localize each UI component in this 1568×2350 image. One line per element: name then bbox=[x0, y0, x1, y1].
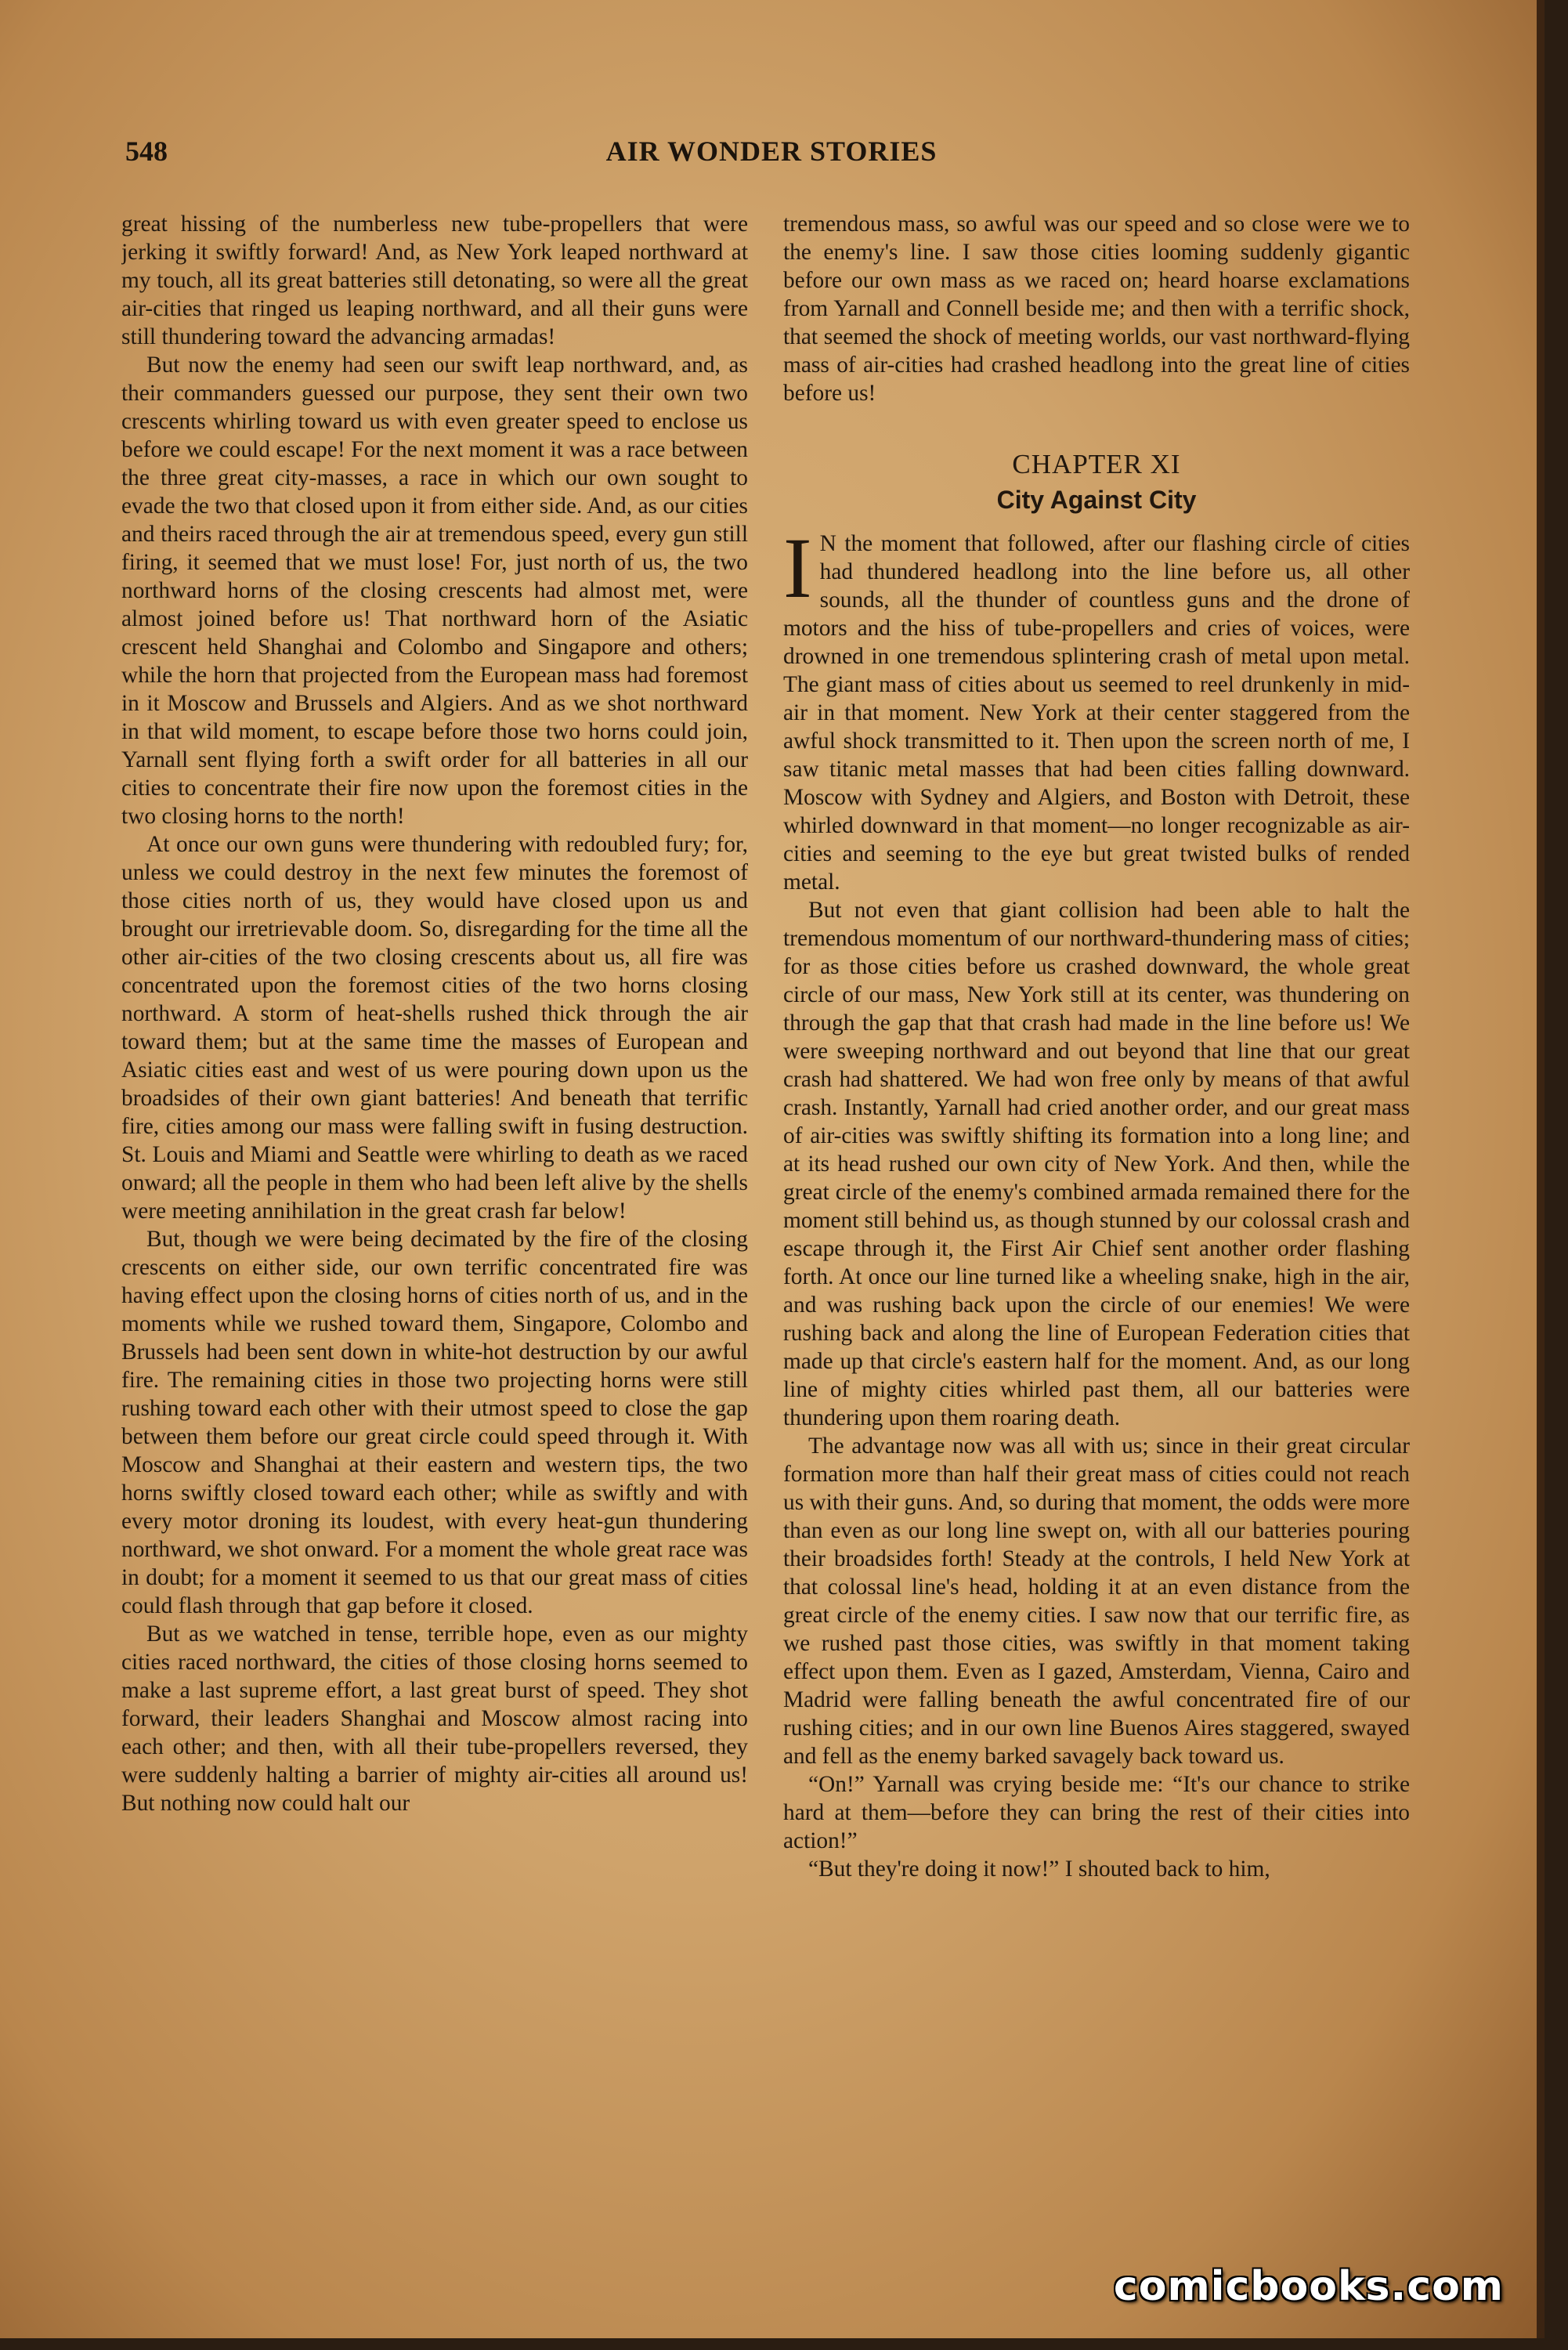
paragraph: “On!” Yarnall was crying beside me: “It's our chance to strike hard at them—before they can bring the rest of their cities into action!” bbox=[783, 1772, 1410, 1853]
chapter-title: City Against City bbox=[996, 486, 1197, 514]
paragraph: “But they're doing it now!” I shouted back to him, bbox=[808, 1856, 1270, 1882]
chapter-number: CHAPTER XI bbox=[1012, 449, 1181, 479]
paragraph: At once our own guns were thundering with redoubled fury; for, unless we could destroy in the next few minutes the foremost of those cities north of us, they would have closed upon us and brought our irretrievable doom. So, disregarding for the time all the other air-cities of the two closing crescents about us, all fire was concentrated upon the foremost cities of the two horns closing northward. A storm of heat-shells rushed thick through the air toward them; but at the same time the masses of European and Asiatic cities east and west of us were pouring down upon us the broadsides of their own giant batteries! And beneath that terrific fire, cities among our mass were falling swift in fusing destruction. St. Louis and Miami and Seattle were whirling to death as we raced onward; all the people in them who had been left alive by the shells were meeting annihilation in the great crash far below! bbox=[121, 832, 748, 1224]
drop-cap: I bbox=[783, 520, 812, 616]
left-column bbox=[121, 210, 748, 2247]
paragraph: great hissing of the numberless new tube-propellers that were jerking it swiftly forward! And, as New York leaped northward at my touch, all its great batteries still detonating, so were all the great air-cities that ringed us leaping northward, and all their guns were still thundering toward the advancing armadas! bbox=[121, 212, 748, 349]
paragraph: tremendous mass, so awful was our speed and so close were we to the enemy's line. I saw those cities looming suddenly gigantic before our own mass as we raced on; heard hoarse exclamations from Yarnall and Connell beside me; and then with a terrific shock, that seemed the shock of meeting worlds, our vast northward-flying mass of air-cities had crashed headlong into the great line of cities before us! bbox=[783, 212, 1410, 406]
paragraph: The advantage now was all with us; since in their great circular formation more than half their great mass of cities could not reach us with their guns. And, so during that moment, the odds were more than even as our long line swept on, with all our batteries pouring their broadsides forth! Steady at the controls, I held New York at that colossal line's head, holding it at an even distance from the great circle of the enemy cities. I saw now that our terrific fire, as we rushed past those cities, was swiftly in that moment taking effect upon them. Even as I gazed, Amsterdam, Vienna, Cairo and Madrid were falling beneath the awful concentrated fire of our rushing cities; and in our own line Buenos Aires staggered, swayed and fell as the enemy barked savagely back toward us. bbox=[783, 1434, 1410, 1769]
paragraph: But, though we were being decimated by the fire of the closing crescents on either side, our own terrific concentrated fire was having effect upon the closing horns of cities north of us, and in the moments while we rushed toward them, Singapore, Colombo and Brussels had been sent down in white-hot destruction by our awful fire. The remaining cities in those two projecting horns were still rushing toward each other with their utmost speed to close the gap between them before our great circle could speed through it. With Moscow and Shanghai at their eastern and western tips, the two horns swiftly closed toward each other; while as swiftly and with every motor droning its loudest, with every heat-gun thundering northward, we shot onward. For a moment the whole great race was in doubt; for a moment it seemed to us that our great mass of cities could flash through that gap before it closed. bbox=[121, 1227, 748, 1618]
chapter-heading bbox=[783, 446, 1410, 517]
page-header bbox=[125, 135, 1418, 174]
running-title: AIR WONDER STORIES bbox=[605, 136, 938, 167]
paragraph: But now the enemy had seen our swift leap northward, and, as their commanders guessed our purpose, they sent their own two crescents whirling toward us with even greater speed to enclose us before we could escape! For the next moment it was a race between the three great city-masses, a race in which our own sought to evade the two that closed upon it from either side. And, as our cities and theirs raced through the air at tremendous speed, every gun still firing, it seemed that we must lose! For, just north of us, the two northward horns of the closing crescents had almost met, were almost joined before us! That northward horn of the Asiatic crescent held Shanghai and Colombo and Singapore and others; while the horn that projected from the European mass had foremost in it Moscow and Brussels and Algiers. And as we shot northward in that wild moment, to escape before those two horns could join, Yarnall sent flying forth a swift order for all batteries in all our cities to concentrate their fire now upon the foremost cities in the two closing horns to the north! bbox=[121, 352, 748, 829]
chapter-opening-paragraph bbox=[783, 520, 1410, 896]
paragraph: But as we watched in tense, terrible hope, even as our mighty cities raced northward, the cities of those closing horns seemed to make a last supreme effort, a last great burst of speed. They shot forward, their leaders Shanghai and Moscow almost racing into each other; and then, with all their tube-propellers reversed, they were suddenly halting a barrier of mighty air-cities all around us! But nothing now could halt our bbox=[121, 1622, 748, 1816]
watermark-logo: comicbooks.com bbox=[1113, 2263, 1504, 2310]
paragraph: But not even that giant collision had been able to halt the tremendous momentum of our northward-thundering mass of cities; for as those cities before us crashed downward, the whole great circle of our mass, New York still at its center, was thundering on through the gap that that crash had made in the line before us! We were sweeping northward and out beyond that line that our great crash had shattered. We had won free only by means of that awful crash. Instantly, Yarnall had cried another order, and our great mass of air-cities was swiftly shifting its formation into a long line; and at its head rushed our own city of New York. And then, while the great circle of the enemy's combined armada remained there for the moment still behind us, as though stunned by our colossal crash and escape through it, the First Air Chief sent another order flashing forth. At once our line turned like a wheeling snake, high in the air, and was rushing back upon the circle of our enemies! We were rushing back and along the line of European Federation cities that made up that circle's eastern half for the moment. And, as our long line of mighty cities whirled past them, all our batteries were thundering upon them roaring death. bbox=[783, 898, 1410, 1430]
chapter-opening-text: N the moment that followed, after our flashing circle of cities had thundered headlong into the line before us, all other sounds, all the thunder of countless guns and the drone of motors and the hiss of tube-propellers and cries of voices, were drowned in one tremendous splintering crash of metal upon metal. The giant mass of cities about us seemed to reel drunkenly in mid-air in that moment. New York at their center staggered from the awful shock transmitted to it. Then upon the screen north of me, I saw titanic metal masses that had been cities falling downward. Moscow with Sydney and Algiers, and Boston with Detroit, these whirled downward in that moment—no longer recognizable as air-cities and seeming to the eye but great twisted bulks of rended metal. bbox=[783, 531, 1410, 895]
right-column bbox=[783, 210, 1410, 2247]
page-number: 548 bbox=[125, 136, 168, 167]
